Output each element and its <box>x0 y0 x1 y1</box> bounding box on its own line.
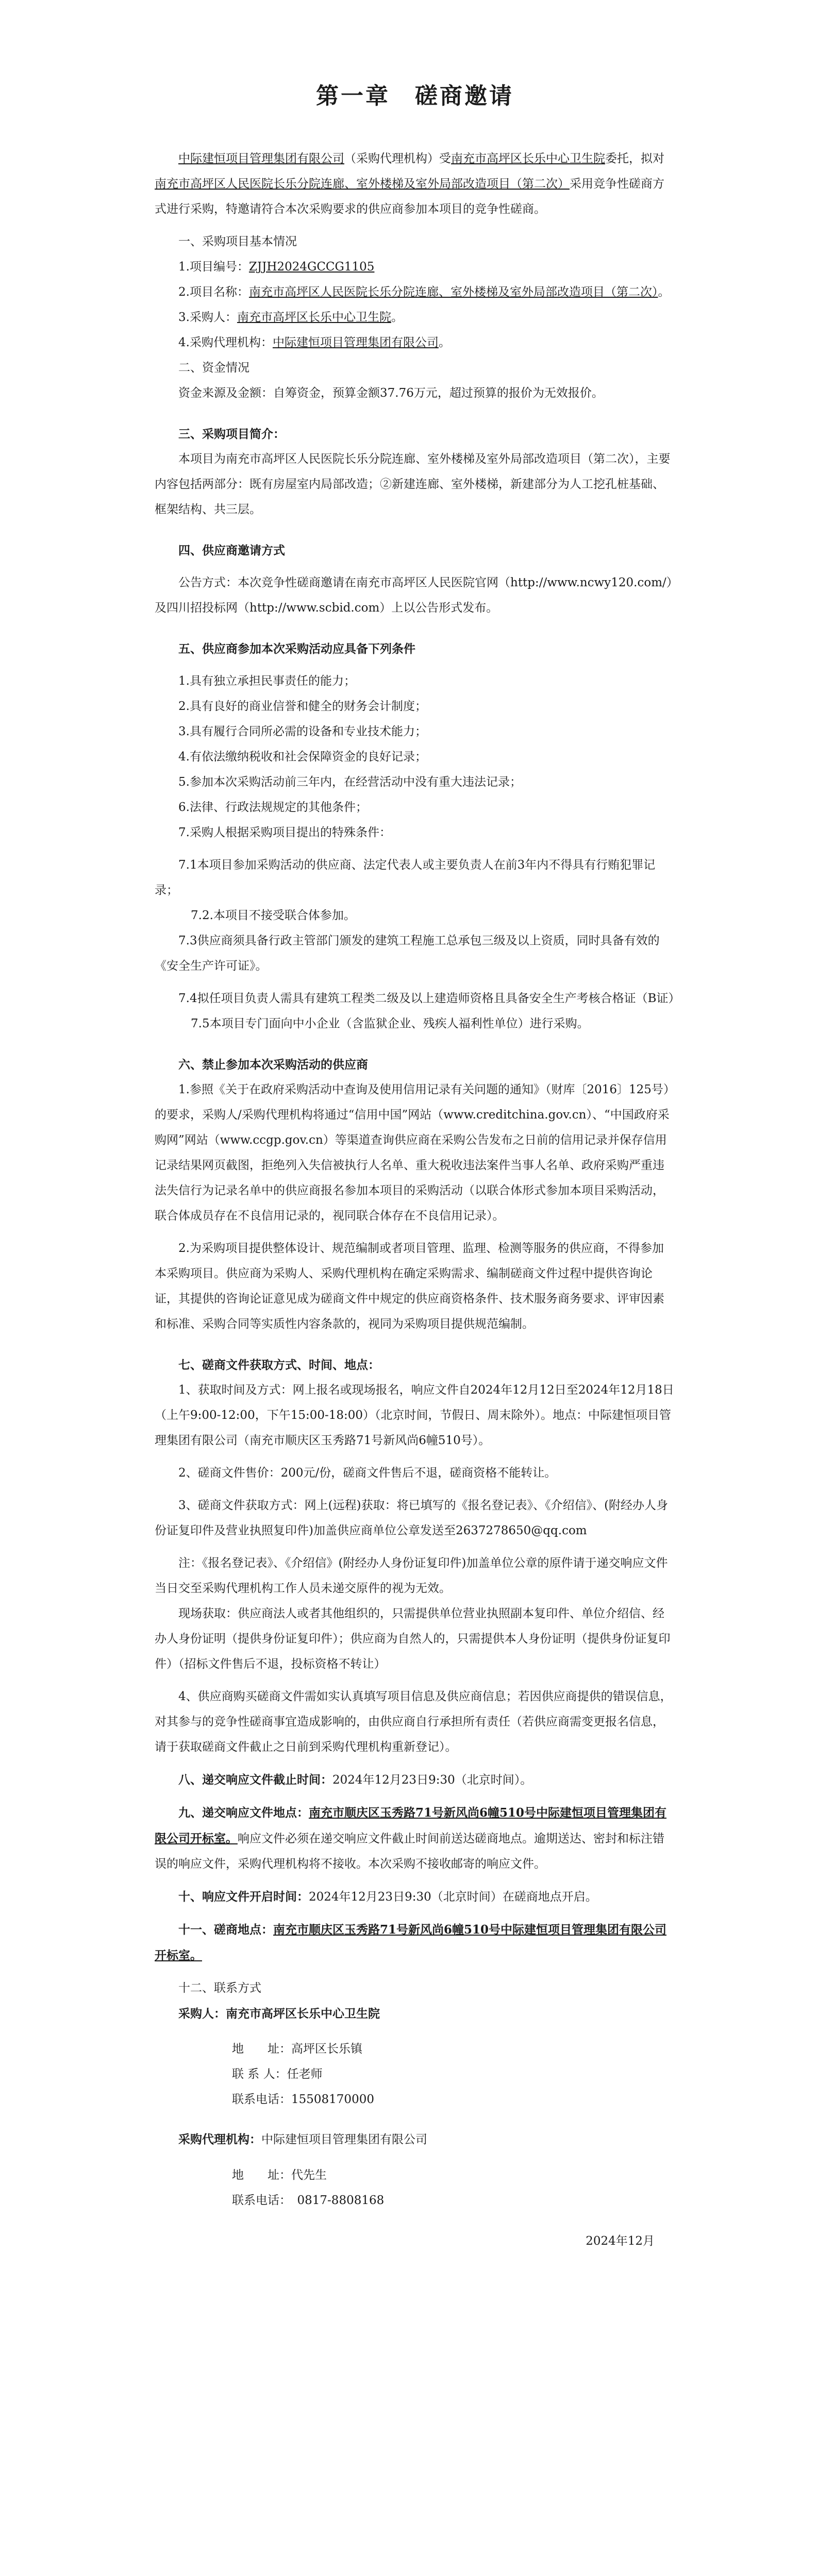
condition-item: 1.具有独立承担民事责任的能力； <box>178 674 356 688</box>
section-4-body: 公告方式：本次竞争性磋商邀请在南充市高坪区人民医院官网（http://www.ncwy120.com/）及四川招投标网（http://www.scbid.com）上以公告形式发布。 <box>155 576 673 615</box>
opening-value: 2024年12月23日9:30（北京时间）在磋商地点开启。 <box>309 1890 597 1904</box>
buyer-contact <box>155 2037 675 2112</box>
section-7-paragraph: 4、供应商购买磋商文件需如实认真填写项目信息及供应商信息；若因供应商提供的错误信息，对其参与的竞争性磋商事宜造成影响的，由供应商自行承担所有责任（若供应商需变更报名信息，请于获取磋商文件截止之日前到采购代理机构重新登记）。 <box>155 1690 672 1754</box>
agent-name: 中际建恒项目管理集团有限公司 <box>261 2133 427 2146</box>
section-4-heading: 四、供应商邀请方式 <box>178 544 285 557</box>
opening-label: 十、响应文件开启时间： <box>178 1890 309 1904</box>
submission-address: 南充市顺庆区玉秀路71号新风尚6幢510号中际建恒项目管理集团有限公司开标室。 <box>155 1806 667 1845</box>
condition-item: 3.具有履行合同所必需的设备和专业技术能力； <box>178 725 427 738</box>
purchaser-line <box>155 305 675 330</box>
agency-tail: 。 <box>438 336 450 349</box>
deadline-value: 2024年12月23日9:30（北京时间）。 <box>332 1773 532 1787</box>
buyer-address: 地 址：高坪区长乐镇 <box>232 2042 362 2056</box>
project-code-label: 1.项目编号： <box>178 260 249 274</box>
project-code-value: ZJJH2024GCCG1105 <box>248 260 375 274</box>
document-date: 2024年12月 <box>586 2234 655 2248</box>
section-7-heading: 七、磋商文件获取方式、时间、地点： <box>178 1358 380 1372</box>
document-page <box>155 77 680 2254</box>
section-3-heading: 三、采购项目简介： <box>178 427 285 441</box>
condition-item: 2.具有良好的商业信誉和健全的财务会计制度； <box>178 700 427 713</box>
section-7-paragraph: 1、获取时间及方式：网上报名或现场报名，响应文件自2024年12月12日至2024年12月18日（上午9:00-12:00，下午15:00-18:00）（北京时间，节假日、周末除外）。地点：中际建恒项目管理集团有限公司（南充市顺庆区玉秀路71号新风尚6幢510号）。 <box>155 1383 674 1447</box>
agency-value: 中际建恒项目管理集团有限公司 <box>272 336 439 349</box>
agent-phone: 联系电话： 0817-8808168 <box>232 2194 385 2207</box>
intro-text-1: （采购代理机构）受 <box>344 152 451 165</box>
condition-item: 7.采购人根据采购项目提出的特殊条件： <box>178 826 391 839</box>
venue-label: 十一、磋商地点： <box>178 1923 273 1937</box>
condition-sub-item: 7.2.本项目不接受联合体参加。 <box>191 909 356 922</box>
submission-line <box>155 1800 675 1877</box>
buyer-phone: 联系电话：15508170000 <box>232 2093 374 2106</box>
intro-text-3: 采用竞争性磋商方式进行采购，特邀请符合本次采购要求的供应商参加本项目的竞争性磋商。 <box>155 177 664 216</box>
opening-line <box>155 1884 675 1910</box>
section-2-heading: 二、资金情况 <box>178 361 249 375</box>
submission-label: 九、递交响应文件地点： <box>178 1806 309 1820</box>
purchaser-tail: 。 <box>391 311 403 324</box>
deadline-label: 八、递交响应文件截止时间： <box>178 1773 332 1787</box>
venue-line <box>155 1917 675 1969</box>
condition-sub-item: 7.5本项目专门面向中小企业（含监狱企业、残疾人福利性单位）进行采购。 <box>191 1017 589 1030</box>
section-2-body: 资金来源及金额：自筹资金，预算金额37.76万元，超过预算的报价为无效报价。 <box>178 386 604 400</box>
condition-sub-item: 7.4拟任项目负责人需具有建筑工程类二级及以上建造师资格且具备安全生产考核合格证（B证） <box>178 992 680 1005</box>
section-7-paragraph: 2、磋商文件售价：200元/份，磋商文件售后不退，磋商资格不能转让。 <box>178 1466 557 1480</box>
intro-text-2: 委托，拟对 <box>605 152 664 165</box>
section-6-paragraph: 2.为采购项目提供整体设计、规范编制或者项目管理、监理、检测等服务的供应商，不得参加本采购项目。供应商为采购人、采购代理机构在确定采购需求、编制磋商文件过程中提供咨询论证，其提供的咨询论证意见成为磋商文件中规定的供应商资格条件、技术服务商务要求、评审因素和标准、采购合同等实质性内容条款的，视同为采购项目提供规范编制。 <box>155 1242 664 1331</box>
project-name-line <box>155 280 675 305</box>
section-5-heading: 五、供应商参加本次采购活动应具备下列条件 <box>178 642 415 656</box>
condition-sub-item: 7.3供应商须具备行政主管部门颁发的建筑工程施工总承包三级及以上资质，同时具备有效的《安全生产许可证》。 <box>155 934 660 973</box>
section-7-paragraph: 3、磋商文件获取方式：网上(远程)获取：将已填写的《报名登记表》、《介绍信》、(附经办人身份证复印件及营业执照复印件)加盖供应商单位公章发送至2637278650@qq.com <box>155 1499 669 1537</box>
section-7-note: 现场获取：供应商法人或者其他组织的，只需提供单位营业执照副本复印件、单位介绍信、经办人身份证明（提供身份证复印件）；供应商为自然人的，只需提供本人身份证明（提供身份证复印件）（招标文件售后不退，投标资格不转让） <box>155 1607 671 1671</box>
section-3-body: 本项目为南充市高坪区人民医院长乐分院连廊、室外楼梯及室外局部改造项目（第二次），主要内容包括两部分：既有房屋室内局部改造；②新建连廊、室外楼梯，新建部分为人工挖孔桩基础、框架结构、共三层。 <box>155 452 671 516</box>
agent-line <box>155 2127 675 2153</box>
condition-sub-item: 7.1本项目参加采购活动的供应商、法定代表人或主要负责人在前3年内不得具有行贿犯罪记录； <box>155 858 656 897</box>
buyer-contact-person: 联 系 人：任老师 <box>232 2067 323 2081</box>
deadline-line <box>155 1767 675 1793</box>
project-name-value: 南充市高坪区人民医院长乐分院连廊、室外楼梯及室外局部改造项目（第二次） <box>248 285 658 299</box>
purchaser-value: 南充市高坪区长乐中心卫生院 <box>237 311 391 324</box>
project-code-line <box>155 255 675 280</box>
intro-paragraph <box>155 146 675 222</box>
purchaser-label: 3.采购人： <box>178 311 237 324</box>
condition-item: 5.参加本次采购活动前三年内，在经营活动中没有重大违法记录； <box>178 775 522 789</box>
condition-item: 6.法律、行政法规规定的其他条件； <box>178 801 368 814</box>
submission-rest: 响应文件必须在递交响应文件截止时间前送达磋商地点。逾期送达、密封和标注错误的响应文件，采购代理机构将不接收。本次采购不接收邮寄的响应文件。 <box>155 1832 664 1871</box>
buyer-label: 采购人：南充市高坪区长乐中心卫生院 <box>178 2007 380 2021</box>
agent-contact <box>155 2163 675 2213</box>
section-7-note: 注：《报名登记表》、《介绍信》(附经办人身份证复印件)加盖单位公章的原件请于递交响应文件当日交至采购代理机构工作人员未递交原件的视为无效。 <box>155 1556 668 1595</box>
section-6-paragraph: 1.参照《关于在政府采购活动中查询及使用信用记录有关问题的通知》（财库〔2016〕125号）的要求，采购人/采购代理机构将通过“信用中国”网站（www.creditchina.gov.cn）、“中国政府采购网”网站（www.ccgp.gov.cn）等渠道查询供应商在采购公告发布之日前的信用记录并保存信用记录结果网页截图，拒绝列入失信被执行人名单、重大税收违法案件当事人名单、政府采购严重违法失信行为记录名单中的供应商报名参加本项目的采购活动（以联合体形式参加本项目采购活动，联合体成员存在不良信用记录的，视同联合体存在不良信用记录）。 <box>155 1083 675 1223</box>
project-name-label: 2.项目名称： <box>178 285 249 299</box>
agency-line <box>155 330 675 355</box>
purchaser-name: 南充市高坪区长乐中心卫生院 <box>451 152 605 165</box>
agency-name: 中际建恒项目管理集团有限公司 <box>178 152 344 165</box>
project-name-tail: 。 <box>658 285 670 299</box>
venue-value: 南充市顺庆区玉秀路71号新风尚6幢510号中际建恒项目管理集团有限公司开标室。 <box>155 1923 667 1962</box>
section-6-heading: 六、禁止参加本次采购活动的供应商 <box>178 1058 368 1072</box>
agent-address: 地 址：代先生 <box>232 2168 327 2182</box>
condition-item: 4.有依法缴纳税收和社会保障资金的良好记录； <box>178 750 427 764</box>
chapter-title: 第一章 磋商邀请 <box>316 83 514 109</box>
agency-label: 4.采购代理机构： <box>178 336 273 349</box>
section-1-heading: 一、采购项目基本情况 <box>178 235 297 248</box>
project-name: 南充市高坪区人民医院长乐分院连廊、室外楼梯及室外局部改造项目（第二次） <box>155 177 570 191</box>
agent-label: 采购代理机构： <box>178 2132 261 2146</box>
section-12-heading: 十二、联系方式 <box>178 1981 261 1995</box>
